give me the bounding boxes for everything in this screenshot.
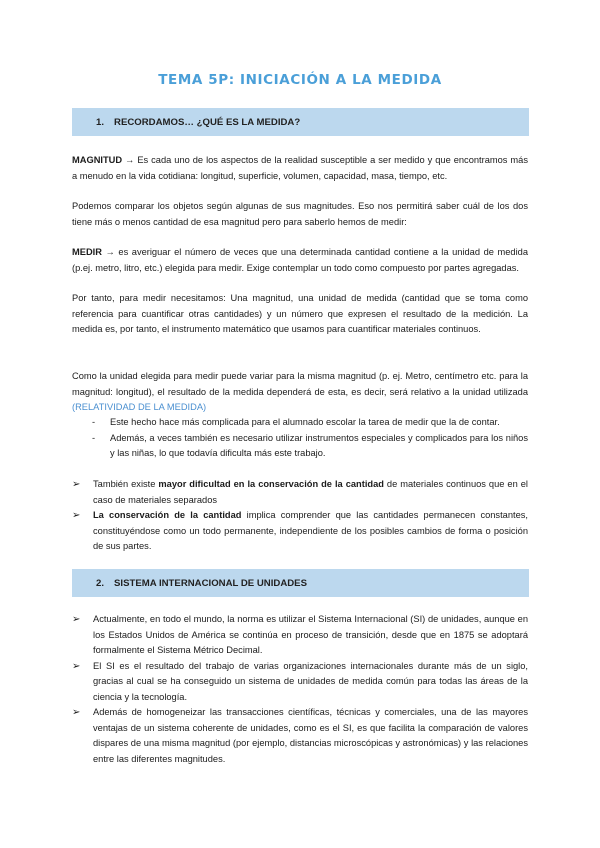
dash-item-text: Este hecho hace más complicada para el alumnado escolar la tarea de medir que la de contar. xyxy=(110,417,500,427)
section-1-number: 1. xyxy=(96,116,105,128)
arrow-item-1-post: de materiales continuos que en el caso de materiales separados xyxy=(93,479,528,505)
medir-term: MEDIR xyxy=(72,247,102,257)
dash-bullet: - xyxy=(92,432,96,443)
dash-bullet: - xyxy=(92,417,96,427)
arrow-list-section-2 xyxy=(72,612,528,767)
si-item-text: Actualmente, en todo el mundo, la norma es utilizar el Sistema Internacional (SI) de unidades, aunque en los Estados Unidos de América se continúa en proceso de transición, desde que en 1875 se adoptará formalmente el Sistema Métrico Decimal. xyxy=(93,614,528,655)
section-2-heading: SISTEMA INTERNACIONAL DE UNIDADES xyxy=(114,577,307,589)
arrow-bullet-icon: ➢ xyxy=(72,707,81,718)
arrow-item-1-bold: mayor dificultad en la conservación de la cantidad xyxy=(158,479,384,489)
arrow-bullet-icon: ➢ xyxy=(72,510,81,521)
medir-def-text: → es averiguar el número de veces que una determinada cantidad contiene a la unidad de medida (p.ej. metro, litro, etc.) elegida para medir. Exige contemplar un todo como compuesto por partes agregadas. xyxy=(72,247,528,273)
section-1-header xyxy=(72,108,529,136)
arrow-bullet-icon: ➢ xyxy=(72,660,81,672)
arrow-bullet-icon: ➢ xyxy=(72,479,81,490)
dash-item-text: Además, a veces también es necesario utilizar instrumentos especiales y complicados para los niños y las niñas, lo que todavía dificulta más este trabajo. xyxy=(110,432,528,458)
medir-paragraph-2: Por tanto, para medir necesitamos: Una magnitud, una unidad de medida (cantidad que se toma como referencia para cuantificar otras cantidades) y un número que expresen el resultado de la medición. La medida es, por tanto, el instrumento matemático que usamos para cuantificar materiales continuos. xyxy=(72,293,528,334)
list-item xyxy=(72,508,528,555)
arrow-bullet-icon: ➢ xyxy=(72,614,81,625)
arrow-item-2-post: implica comprender que las cantidades permanecen constantes, constituyéndose como un todo permanente, independiente de los posibles cambios de forma o posición de sus partes. xyxy=(93,510,528,551)
magnitud-definition xyxy=(72,153,528,184)
unidad-paragraph xyxy=(72,369,528,416)
page-title: TEMA 5P: INICIACIÓN A LA MEDIDA xyxy=(158,72,442,88)
dash-list xyxy=(92,415,528,462)
arrow-item-2-bold: La conservación de la cantidad xyxy=(93,510,242,520)
si-item-text: El SI es el resultado del trabajo de varias organizaciones internacionales durante más de un siglo, gracias al cual se ha conseguido un sistema de unidades de medida común para todas las áreas de la ciencia y la tecnología. xyxy=(93,660,528,702)
magnitud-term: MAGNITUD xyxy=(72,155,123,165)
section-1-heading: RECORDAMOS… ¿QUÉ ES LA MEDIDA? xyxy=(114,116,301,128)
list-item xyxy=(72,659,528,706)
arrow-item-1-pre: También existe xyxy=(93,479,159,489)
list-item xyxy=(92,431,528,462)
arrow-list-section-1 xyxy=(72,477,528,555)
magnitud-paragraph-2: Podemos comparar los objetos según algunas de sus magnitudes. Eso nos permitirá saber cuál de los dos tiene más o menos cantidad de esa magnitud pero para saberlo hemos de medir: xyxy=(72,201,528,227)
medir-definition xyxy=(72,245,528,276)
list-item xyxy=(72,612,528,659)
list-item xyxy=(92,415,528,431)
unidad-text: Como la unidad elegida para medir puede variar para la misma magnitud (p. ej. Metro, centímetro etc. para la magnitud: longitud), el resultado de la medida dependerá de esta, es decir, será relativo a la unidad utilizada xyxy=(72,371,528,397)
magnitud-def-text: → Es cada uno de los aspectos de la realidad susceptible a ser medido y que encontramos más a menudo en la vida cotidiana: longitud, superficie, volumen, capacidad, masa, tiempo, etc. xyxy=(72,155,528,181)
section-2-number: 2. xyxy=(96,577,105,589)
section-2-header xyxy=(72,569,529,597)
list-item xyxy=(72,477,528,508)
list-item xyxy=(72,705,528,767)
si-item-text: Además de homogeneizar las transacciones científicas, técnicas y comerciales, una de las mayores ventajas de un sistema coherente de unidades, como es el SI, es que facilita la comparación de valores dispares de una misma magnitud (por ejemplo, distancias microscópicas y astronómicas) y las relaciones entre las diferentes magnitudes. xyxy=(93,707,528,764)
relatividad-highlight: (RELATIVIDAD DE LA MEDIDA) xyxy=(72,402,207,412)
